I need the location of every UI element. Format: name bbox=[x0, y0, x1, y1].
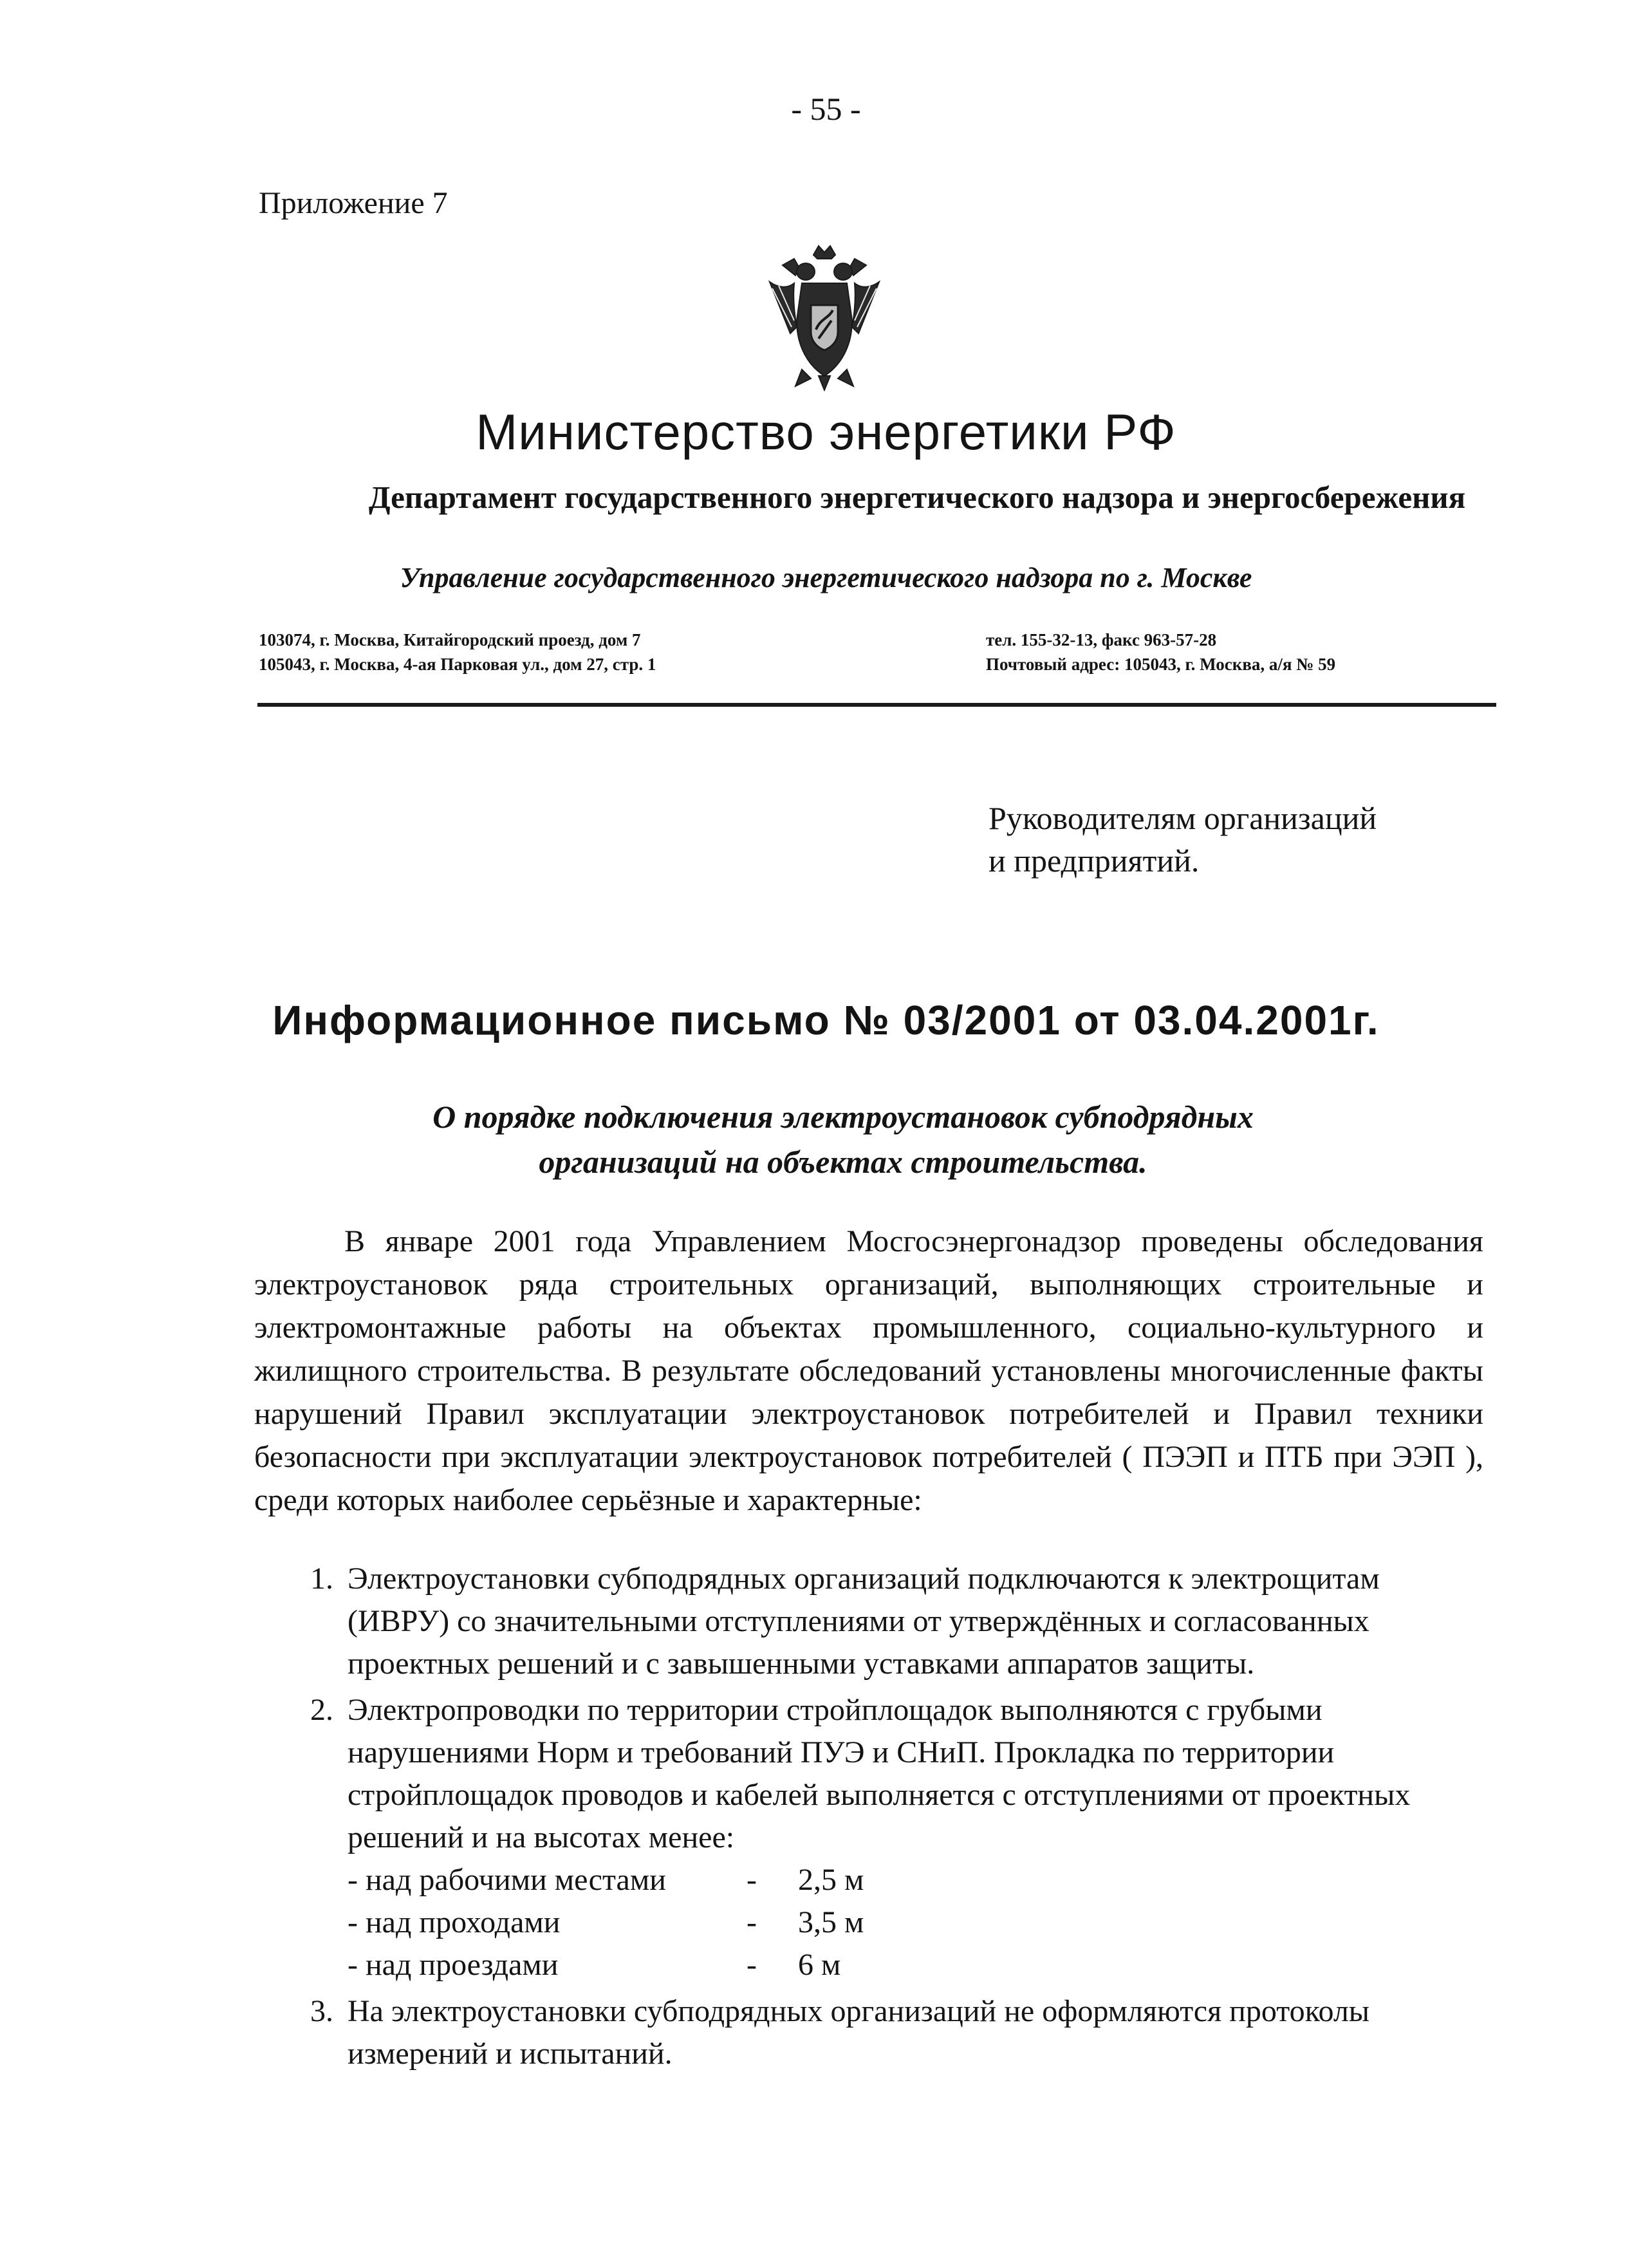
violations-list bbox=[254, 1558, 1483, 2079]
distance-dash: - bbox=[747, 1905, 757, 1939]
directorate-name: Управление государственного энергетического надзора по г. Москве bbox=[400, 562, 1252, 593]
recipient-line: и предприятий. bbox=[988, 843, 1200, 879]
list-item bbox=[254, 1990, 1483, 2075]
list-item bbox=[254, 1558, 1483, 1685]
address-line: 105043, г. Москва, 4-ая Парковая ул., дом 27, стр. 1 bbox=[259, 655, 656, 674]
department-name: Департамент государственного энергетического надзора и энергосбережения bbox=[368, 480, 1466, 515]
phone-fax-line: тел. 155-32-13, факс 963-57-28 bbox=[986, 630, 1217, 649]
list-item-text: Электропроводки по территории стройплощадок выполняются с грубыми нарушениями Норм и требований ПУЭ и СНиП. Прокладка по территории стройплощадок проводов и кабелей выполняется с отступлениями от проектных решений и на высотах менее: bbox=[348, 1693, 1411, 1854]
list-item-number: 2. bbox=[310, 1693, 333, 1727]
list-item-text: На электроустановки субподрядных организаций не оформляются протоколы измерений и испытаний. bbox=[348, 1994, 1370, 2071]
letter-title: Информационное письмо № 03/2001 от 03.04.2001г. bbox=[272, 997, 1380, 1043]
page-number: - 55 - bbox=[791, 91, 861, 127]
header-divider bbox=[257, 703, 1496, 707]
letter-subject: О порядке подключения электроустановок субподрядных организаций на объектах строительства. bbox=[432, 1099, 1254, 1180]
distance-value: 6 м bbox=[798, 1948, 841, 1982]
distance-value: 2,5 м bbox=[798, 1863, 864, 1897]
appendix-label: Приложение 7 bbox=[259, 186, 448, 220]
list-item-text: Электроустановки субподрядных организаций подключаются к электрощитам (ИВРУ) со значительными отступлениями от утверждённых и согласованных проектных решений и с завышенными уставками аппаратов защиты. bbox=[348, 1562, 1380, 1681]
distance-dash: - bbox=[747, 1948, 757, 1982]
contact-block-right bbox=[986, 628, 1335, 676]
list-item-number: 1. bbox=[310, 1562, 333, 1596]
distance-label: - над проездами bbox=[348, 1948, 559, 1982]
list-item-number: 3. bbox=[310, 1994, 333, 2028]
distance-row bbox=[348, 1901, 1483, 1944]
distance-row bbox=[348, 1859, 1483, 1901]
postal-address-line: Почтовый адрес: 105043, г. Москва, а/я № 59 bbox=[986, 655, 1336, 674]
body-paragraph: В январе 2001 года Управлением Мосгосэнергонадзор проведены обследования электроустановок ряда строительных организаций, выполняющих строительные и электромонтажные работы на объектах промышленного, социально-культурного и жилищного строительства. В результате обследований установлены многочисленные факты нарушений Правил эксплуатации электроустановок потребителей и Правил техники безопасности при эксплуатации электроустановок потребителей ( ПЭЭП и ПТБ при ЭЭП ), среди которых наиболее серьёзные и характерные: bbox=[254, 1224, 1483, 1517]
recipients bbox=[988, 797, 1377, 882]
recipient-line: Руководителям организаций bbox=[988, 800, 1377, 836]
distance-row bbox=[348, 1944, 1483, 1986]
coat-of-arms-icon bbox=[757, 243, 892, 391]
distance-value: 3,5 м bbox=[798, 1905, 864, 1939]
address-block-left bbox=[259, 628, 656, 676]
address-line: 103074, г. Москва, Китайгородский проезд, дом 7 bbox=[259, 630, 641, 649]
distance-label: - над проходами bbox=[348, 1905, 561, 1939]
distance-label: - над рабочими местами bbox=[348, 1863, 666, 1897]
list-item bbox=[254, 1689, 1483, 1986]
ministry-name: Министерство энергетики РФ bbox=[476, 404, 1176, 460]
distance-dash: - bbox=[747, 1863, 757, 1897]
